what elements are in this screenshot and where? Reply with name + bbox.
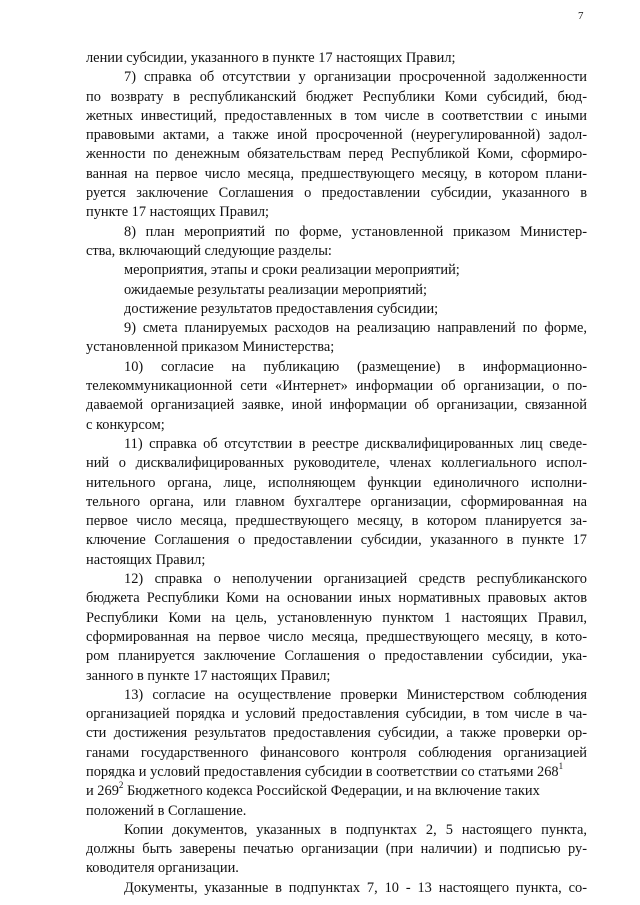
text-line-with-superscript <box>86 782 587 801</box>
text-line: 13) согласие на осуществление проверки Министерством соблюдения <box>124 686 587 703</box>
text-line: тельного органа, или главном бухгалтере организации, сформированная на <box>86 493 587 510</box>
text-line: организацией порядка и условий предоставления субсидии, в том числе в ча- <box>86 706 587 723</box>
text-line: ководителя организации. <box>86 860 239 877</box>
text-line: занного в пункте 17 настоящих Правил; <box>86 667 331 684</box>
text-line: первое число месяца, предшествующего месяцу, в котором планируется за- <box>86 513 587 530</box>
text-line: ванная на первое число месяца, предшествующего месяцу, в котором плани- <box>86 165 587 182</box>
text-line: ний о дисквалифицированных руководителе, членах коллегиального испол- <box>86 455 587 472</box>
text-line: ожидаемые результаты реализации мероприятий; <box>124 281 427 298</box>
text-line: по возврату в республиканский бюджет Республики Коми субсидий, бюд- <box>86 88 587 105</box>
text-line: 8) план мероприятий по форме, установленной приказом Министер- <box>124 223 587 240</box>
text-line: правовыми актами, а также иной просроченной (неурегулированной) задол- <box>86 127 587 144</box>
page-number: 7 <box>578 10 584 22</box>
text-line: руется заключение Соглашения о предоставлении субсидии, указанного в <box>86 185 587 202</box>
line-text: и 269 <box>86 783 119 800</box>
line-text: Бюджетного кодекса Российской Федерации, и на включение таких <box>123 783 540 800</box>
superscript: 2 <box>118 780 124 791</box>
text-line: нительного органа, лице, исполняющем функции единоличного исполни- <box>86 474 587 491</box>
text-line: 7) справка об отсутствии у организации просроченной задолженности <box>124 69 587 86</box>
text-line: 9) смета планируемых расходов на реализацию направлений по форме, <box>124 320 587 337</box>
text-line: Копии документов, указанных в подпунктах 2, 5 настоящего пункта, <box>124 821 587 838</box>
text-line: телекоммуникационной сети «Интернет» информации об организации, о по- <box>86 378 587 395</box>
text-line: 10) согласие на публикацию (размещение) в информационно- <box>124 358 587 375</box>
text-line: даваемой организацией заявке, иной информации об организации, связанной <box>86 397 587 414</box>
text-line: Документы, указанные в подпунктах 7, 10 - 13 настоящего пункта, со- <box>124 879 587 896</box>
line-text: порядка и условий предоставления субсидии в соответствии со статьями 268 <box>86 763 559 780</box>
text-line-with-superscript <box>86 763 587 782</box>
superscript: 1 <box>558 761 564 772</box>
text-line: ства, включающий следующие разделы: <box>86 242 332 259</box>
text-line: сти достижения результатов предоставления субсидии, а также проверки ор- <box>86 725 587 742</box>
text-line: Республики Коми на цель, установленную пунктом 1 настоящих Правил, <box>86 609 587 626</box>
document-body <box>86 49 587 898</box>
text-line: достижение результатов предоставления субсидии; <box>124 300 439 317</box>
text-line: ром планируется заключение Соглашения о предоставлении субсидии, ука- <box>86 648 587 665</box>
text-line: ключение Соглашения о предоставлении субсидии, указанного в пункте 17 <box>86 532 587 549</box>
text-line: пункте 17 настоящих Правил; <box>86 204 270 221</box>
text-line: лении субсидии, указанного в пункте 17 настоящих Правил; <box>86 50 456 66</box>
text-line: 12) справка о неполучении организацией средств республиканского <box>124 571 587 588</box>
text-line: с конкурсом; <box>86 416 165 433</box>
text-line: должны быть заверены печатью организации (при наличии) и подписью ру- <box>86 841 587 858</box>
text-line: положений в Соглашение. <box>86 802 247 819</box>
text-line: настоящих Правил; <box>86 551 206 568</box>
text-line: 11) справка об отсутствии в реестре дисквалифицированных лиц сведе- <box>124 435 587 452</box>
text-line: бюджета Республики Коми на основании иных нормативных правовых актов <box>86 590 587 607</box>
text-line: жетных инвестиций, предоставленных в том числе в соответствии с иными <box>86 107 587 124</box>
text-line: женности по денежным обязательствам перед Республикой Коми, сформиро- <box>86 146 587 163</box>
text-line: ганами государственного финансового контроля соблюдения организацией <box>86 744 587 761</box>
text-line: установленной приказом Министерства; <box>86 339 335 356</box>
text-line: мероприятия, этапы и сроки реализации мероприятий; <box>124 262 460 279</box>
text-line: сформированная на первое число месяца, предшествующего месяцу, в кото- <box>86 628 587 645</box>
